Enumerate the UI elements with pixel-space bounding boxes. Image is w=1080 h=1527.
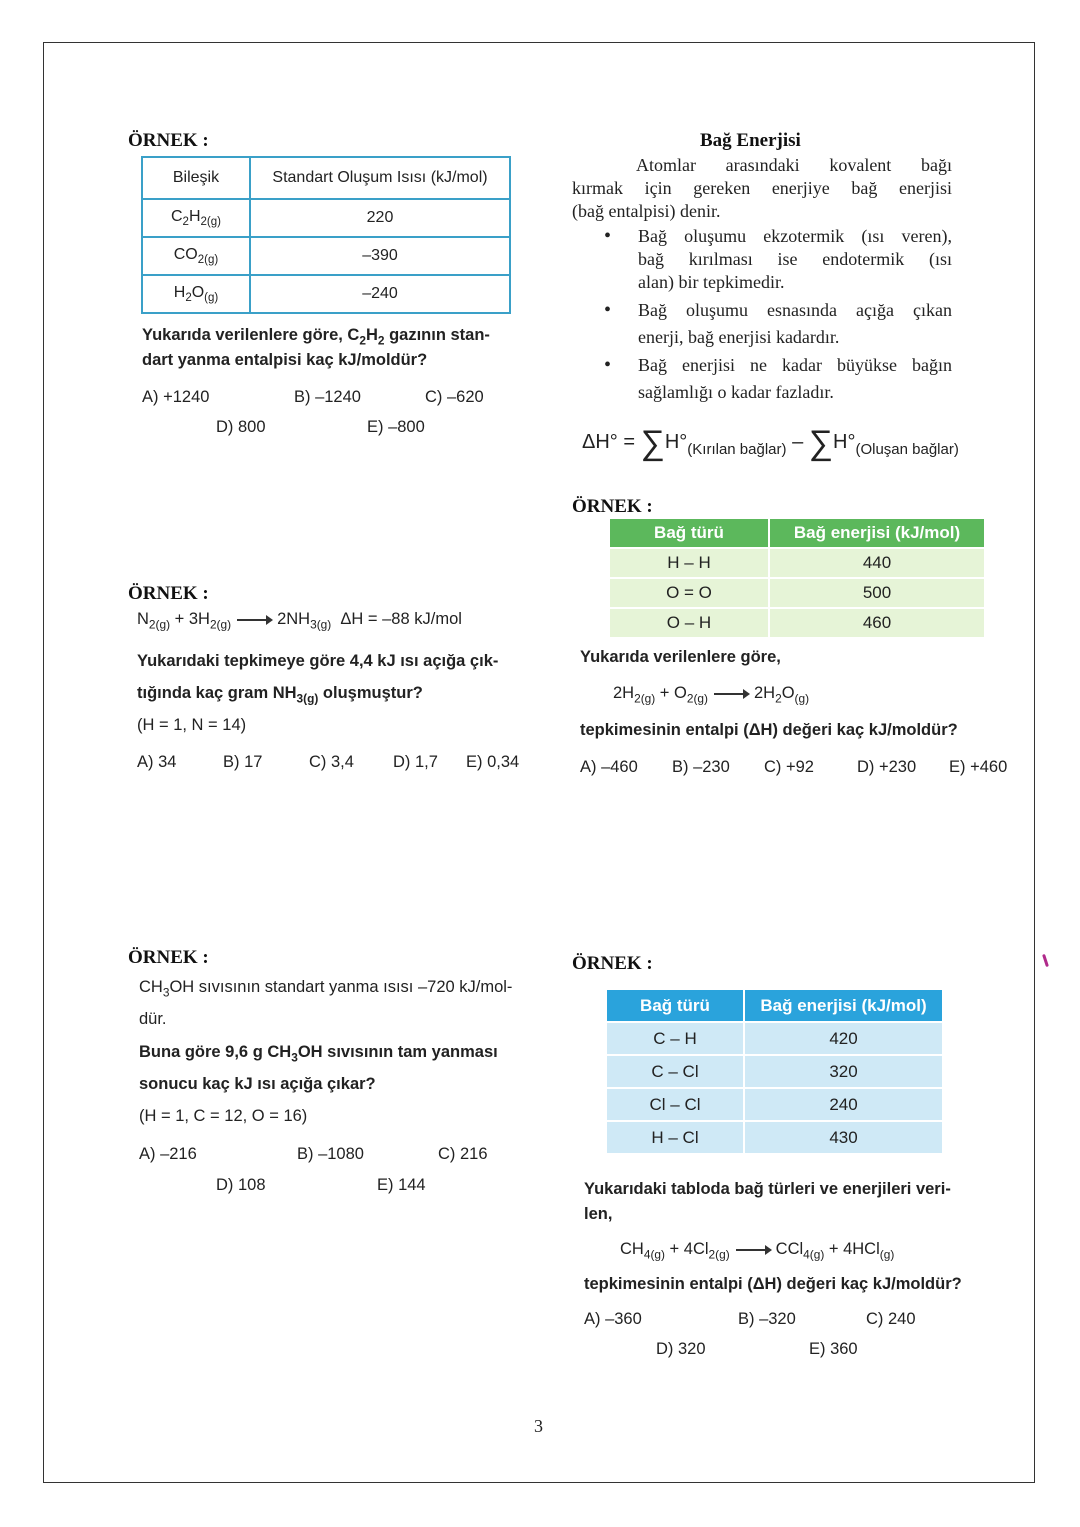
option-b[interactable]: B) –1080 xyxy=(297,1145,364,1163)
question-text: tepkimesinin entalpi (ΔH) değeri kaç kJ/moldür? xyxy=(580,721,958,739)
example-label: ÖRNEK : xyxy=(128,947,209,968)
enthalpy-formula: $\Delta H^\circ = \sum H^\circ_{(Kırılan bağlar)} - \sum H^\circ_{(Oluşan bağlar)}$ xyxy=(582,424,959,462)
reaction-equation: $2H_{2(g)} + O_{2(g)}$ $2H_2O_{(g)}$ xyxy=(613,684,810,706)
section-title: Bağ Enerjisi xyxy=(700,130,801,151)
option-b[interactable]: B) –230 xyxy=(672,758,730,776)
question-text: Yukarıda verilenlere göre, $C_2H_2$ gazının stan- xyxy=(142,326,490,348)
example-label: ÖRNEK : xyxy=(572,496,653,517)
list-item: • Bağ enerjisi ne kadar büyükse bağın sağlamlığı o kadar fazladır. xyxy=(604,354,952,402)
page-number: 3 xyxy=(534,1416,543,1436)
option-c[interactable]: C) –620 xyxy=(425,388,484,406)
list-item: • Bağ oluşumu ekzotermik (ısı veren), bağ kırılması ise endotermik (ısı alan) bir tepkimedir. xyxy=(604,225,952,292)
example-label: ÖRNEK : xyxy=(128,583,209,604)
question-text: tepkimesinin entalpi (ΔH) değeri kaç kJ/moldür? xyxy=(584,1275,962,1293)
option-d[interactable]: D) +230 xyxy=(857,758,917,776)
option-a[interactable]: A) –216 xyxy=(139,1145,197,1163)
option-c[interactable]: C) +92 xyxy=(764,758,814,776)
pen-mark xyxy=(1042,954,1049,967)
table-cell: 430 xyxy=(744,1121,943,1154)
table-cell: 500 xyxy=(769,578,985,608)
option-b[interactable]: B) –1240 xyxy=(294,388,361,406)
atomic-masses: (H = 1, N = 14) xyxy=(137,716,247,734)
list-item: • Bağ oluşumu esnasında açığa çıkan enerji, bağ enerjisi kadardır. xyxy=(604,299,952,347)
option-a[interactable]: A) –360 xyxy=(584,1310,642,1328)
table-cell: O – H xyxy=(609,608,769,638)
table-header-compound: Bileşik xyxy=(142,157,250,199)
bond-energy-table xyxy=(608,517,986,639)
option-e[interactable]: E) –800 xyxy=(367,418,425,436)
option-c[interactable]: C) 216 xyxy=(438,1145,488,1163)
option-b[interactable]: B) –320 xyxy=(738,1310,796,1328)
question-text: len, xyxy=(584,1205,613,1223)
compound-c2h2: $C_2H_{2(g)}$ xyxy=(142,199,250,237)
option-d[interactable]: D) 1,7 xyxy=(393,753,438,771)
table-cell: 320 xyxy=(744,1055,943,1088)
table-cell: 240 xyxy=(744,1088,943,1121)
table-cell: H – Cl xyxy=(606,1121,744,1154)
table-cell: Cl – Cl xyxy=(606,1088,744,1121)
atomic-masses: (H = 1, C = 12, O = 16) xyxy=(139,1107,308,1125)
option-c[interactable]: C) 240 xyxy=(866,1310,916,1328)
option-a[interactable]: A) –460 xyxy=(580,758,638,776)
table-cell: –390 xyxy=(250,237,510,275)
question-text: $CH_3OH$ sıvısının standart yanma ısısı –720 kJ/mol- xyxy=(139,978,513,1000)
option-e[interactable]: E) 0,34 xyxy=(466,753,520,771)
question-text: sonucu kaç kJ ısı açığa çıkar? xyxy=(139,1075,376,1093)
table-header-bond: Bağ türü xyxy=(609,518,769,548)
table-cell: –240 xyxy=(250,275,510,313)
table-header-bond: Bağ türü xyxy=(606,989,744,1022)
table-cell: 420 xyxy=(744,1022,943,1055)
question-text: Yukarıdaki tabloda bağ türleri ve enerjileri veri- xyxy=(584,1180,951,1198)
question-text: dart yanma entalpisi kaç kJ/moldür? xyxy=(142,351,428,369)
bond-energy-table xyxy=(605,988,944,1155)
option-d[interactable]: D) 320 xyxy=(656,1340,706,1358)
option-d[interactable]: D) 800 xyxy=(216,418,266,436)
table-cell: 440 xyxy=(769,548,985,578)
question-text: Yukarıdaki tepkimeye göre 4,4 kJ ısı açığa çık- xyxy=(137,652,499,670)
intro-paragraph: Atomlar arasındaki kovalent bağı kırmak için gereken enerjiye bağ enerjisi (bağ entalpisi) denir. xyxy=(572,155,952,221)
table-cell: 460 xyxy=(769,608,985,638)
table-cell: C – Cl xyxy=(606,1055,744,1088)
table-cell: H – H xyxy=(609,548,769,578)
compound-co2: $CO_{2(g)}$ xyxy=(142,237,250,275)
option-c[interactable]: C) 3,4 xyxy=(309,753,354,771)
compound-h2o: $H_2O_{(g)}$ xyxy=(142,275,250,313)
option-b[interactable]: B) 17 xyxy=(223,753,263,771)
example-label: ÖRNEK : xyxy=(572,953,653,974)
option-a[interactable]: A) 34 xyxy=(137,753,177,771)
table-cell: C – H xyxy=(606,1022,744,1055)
reaction-equation: $N_{2(g)} + 3H_{2(g)}$ $2NH_{3(g)}$ ΔH = –88 kJ/mol xyxy=(137,610,462,632)
table-cell: O = O xyxy=(609,578,769,608)
formation-heat-table xyxy=(141,156,511,314)
example-label: ÖRNEK : xyxy=(128,130,209,151)
option-d[interactable]: D) 108 xyxy=(216,1176,266,1194)
option-e[interactable]: E) +460 xyxy=(949,758,1008,776)
question-text: tığında kaç gram $NH_{3(g)}$ oluşmuştur? xyxy=(137,684,423,706)
reaction-equation: $CH_{4(g)} + 4Cl_{2(g)}$ CCl$_{4(g)}$ + 4HCl$_{(g)}$ xyxy=(620,1240,895,1262)
table-header-energy: Bağ enerjisi (kJ/mol) xyxy=(769,518,985,548)
table-header-heat: Standart Oluşum Isısı (kJ/mol) xyxy=(250,157,510,199)
question-text: dür. xyxy=(139,1010,167,1028)
option-a[interactable]: A) +1240 xyxy=(142,388,210,406)
table-header-energy: Bağ enerjisi (kJ/mol) xyxy=(744,989,943,1022)
bullet-list xyxy=(604,225,952,406)
question-text: Buna göre 9,6 g $CH_3OH$ sıvısının tam yanması xyxy=(139,1043,498,1065)
option-e[interactable]: E) 144 xyxy=(377,1176,426,1194)
question-text: Yukarıda verilenlere göre, xyxy=(580,648,781,666)
option-e[interactable]: E) 360 xyxy=(809,1340,858,1358)
table-cell: 220 xyxy=(250,199,510,237)
